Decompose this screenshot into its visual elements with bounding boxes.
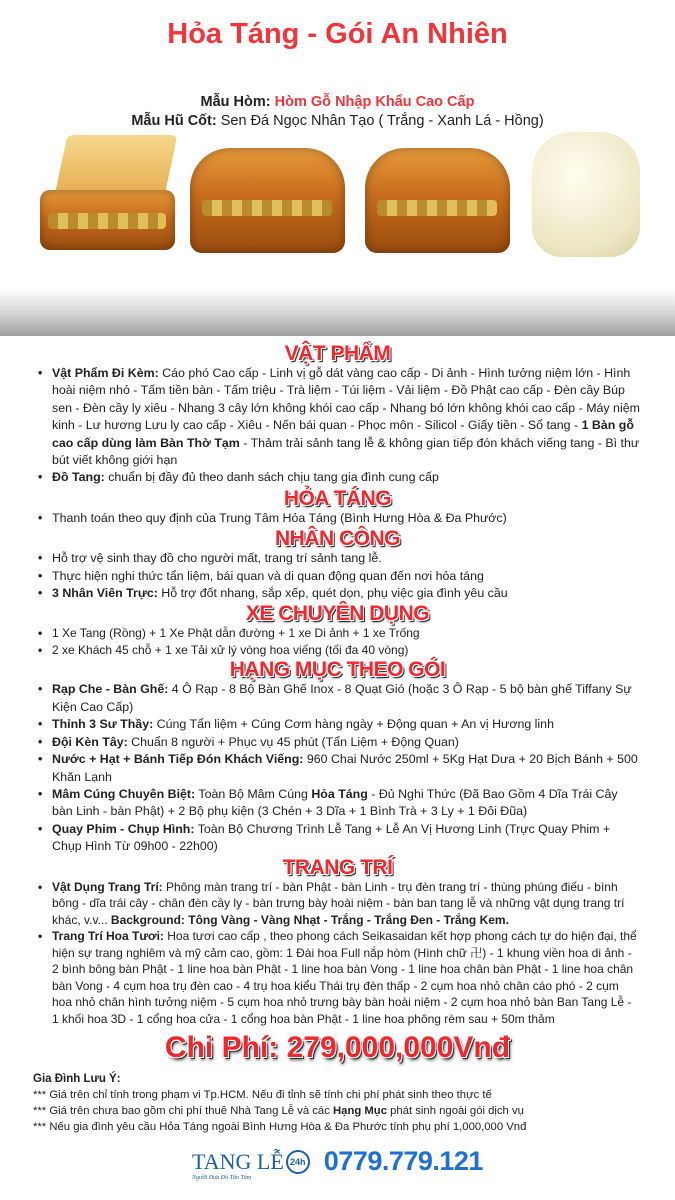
closed-coffin-photo-2 [365,138,510,258]
text: *** Giá trên chưa bao gồm chi phí thuê Nhà Tang Lễ và các [33,1105,334,1118]
logo-badge: 24h [286,1150,310,1174]
section-list [0,681,640,855]
text: Hỗ trợ đốt nhang, sắp xếp, quét dọn, phụ việc gia đình yêu cầu [157,586,508,601]
bold-text: Vật Phẩm Đi Kèm: [52,366,159,380]
bold-text: Hạng Mục [333,1105,387,1118]
list-item [37,585,640,602]
text: 960 Chai Nước 250ml + 5Kg Hạt Dưa + 20 Bịch Bánh + 500 Khăn Lạnh [52,752,638,784]
bold-text: Vật Dụng Trang Trí: [52,879,163,894]
text: Thực hiện nghi thức tẩn liệm, bái quan và di quan động quan đến nơi hỏa táng [52,568,484,583]
bold-text: 3 Nhân Viên Trực: [52,586,158,601]
text: 4 Ô Rạp - 8 Bộ Bàn Ghế Inox - 8 Quạt Gió (hoặc 3 Ô Rạp - 5 bộ bàn ghế Tiffany Sự Kiện Cao Cấp) [52,682,632,714]
list-item [37,681,640,716]
section-heading: HỎA TÁNG [283,486,392,510]
phone-number[interactable]: 0779.779.121 [323,1146,483,1176]
text: - Đủ Nghi Thức (Đã Bao Gồm 4 Dĩa Trái Cây bàn Linh - bàn Phật) + 2 Bộ phụ kiện (3 Chén + 3 Dĩa + 1 Bình Trà + 3 Ly + 1 Đôi Đũa) [52,786,618,819]
notes-title: Gia Đình Lưu Ý: [33,1073,121,1086]
bold-text: Nước + Hạt + Bánh Tiếp Đón Khách Viếng: [52,752,304,767]
logo-tagline: Người Đưa Đò Tận Tâm [192,1174,252,1181]
text: - Thảm trải sảnh tang lễ & không gian tiếp đón khách viếng tang - Bì thư bút viết không giới hạn [52,435,640,468]
list-item [37,716,640,733]
urn-model [0,113,675,129]
list-item [37,734,640,751]
bold-text: Background: Tông Vàng - Vàng Nhạt - Trắng - Trắng Đen - Trắng Kem. [110,912,509,927]
logo [192,1148,310,1181]
text: phát sinh ngoài gói dịch vụ [387,1105,524,1118]
bold-text: Đội Kèn Tây: [52,734,128,749]
bold-text: Thỉnh 3 Sư Thầy: [52,717,154,732]
section-heading: XE CHUYÊN DỤNG [245,602,430,626]
list-item [37,786,640,821]
note-line [33,1103,675,1119]
list-item [37,510,640,527]
bold-text: Đồ Tang: [52,470,105,485]
text: Cáo phó Cao cấp - Linh vị gỗ dát vàng cao cấp - Di ảnh - Hình tưởng niệm lớn - Hình hoài niệm nhỏ - Tấm tiền bàn - Tấm triệu - Trà liệm - Túi liệm - Vải liệm - Đồ Phật cao cấp - Đèn cầy Búp sen - Đèn cầy ly xiêu - Nhang 3 cây lớn không khói cao cấp - Nhang bó lớn không khói cao cấp - Máy niệm kinh - Lư hương Lưu ly cao cấp - Xiêu - Nến bái quan - Phọc môn - Silicol - Giấy tiền - Sổ tang - [52,366,640,433]
package-content [0,342,675,1135]
bold-text: Quay Phim - Chụp Hình: [52,821,195,836]
list-item [37,751,640,786]
text: Chuẩn 8 người + Phục vụ 45 phút (Tẩn Liệm + Động Quan) [127,734,459,749]
page-title: Hỏa Táng - Gói An Nhiên [167,18,508,50]
logo-text: TANG LỄ [192,1148,284,1174]
list-item [37,879,640,929]
section-heading: NHÂN CÔNG [275,527,400,551]
urn-label: Mẫu Hũ Cốt: [131,113,217,129]
list-item [37,469,640,486]
notes [0,1071,675,1135]
list-item [37,550,640,567]
divider-band [0,288,675,336]
list-item [37,568,640,585]
list-item [37,642,640,659]
section-list [0,550,640,602]
text: Hỗ trợ vệ sinh thay đồ cho người mất, trang trí sảnh tang lễ. [52,551,382,566]
section-list [0,879,640,1028]
text: Thanh toán theo quy định của Trung Tâm Hỏa Táng (Bình Hưng Hòa & Đa Phước) [52,510,507,525]
text: Cúng Tẩn liệm + Cúng Cơm hàng ngày + Động quan + An vị Hương linh [153,717,554,732]
section-list [0,365,640,487]
text: Phông màn trang trí - bàn Phật - bàn Linh - trụ đèn trang trí - thùng phúng điếu - bình bông - dĩa trái cây - chân đèn cầy ly - bàn trưng bày hoài niệm - bàn ban tang lễ và những vật dụng trang trí khác, v.v... [52,879,625,927]
list-item [37,625,640,642]
note-line [33,1087,675,1103]
text: *** Nếu gia đình yêu cầu Hỏa Táng ngoài Bình Hưng Hòa & Đa Phước tính phụ phí 1,000,000 Vnđ [33,1121,527,1134]
bold-text: Trang Trí Hoa Tươi: [52,929,164,944]
urn-photo [532,132,640,257]
text: 2 xe Khách 45 chỗ + 1 xe Tải xử lý vòng hoa viếng (tối đa 40 vòng) [52,642,409,657]
bold-text: 1 Bàn gỗ cao cấp dùng làm Bàn Thờ Tạm [52,418,634,450]
coffin-label: Mẫu Hòm: [200,94,271,110]
bold-text: Rạp Che - Bàn Ghế: [52,682,169,697]
text: 1 Xe Tang (Rồng) + 1 Xe Phật dẫn đường + 1 xe Di ảnh + 1 xe Trống [52,626,420,641]
text: Hoa tươi cao cấp , theo phong cách Seikasaidan kết hợp phong cách tự do hiện đại, thể hiện sự trang nghiêm và mỹ cảm cao, gồm: 1 Đài hoa Full nắp hòm (Hình chữ 卍) - 1 khung viền hoa di ảnh - 2 bình bông bàn Phật - 1 line hoa bàn Phật - 1 line hoa bàn Vong - 1 line hoa chân bàn Phật - 1 line hoa chân bàn Vong - 4 cụm hoa trụ đèn cao - 4 trụ hoa kiểu Thái trụ đèn thấp - 2 cụm hoa nhỏ chân cáo phó - 2 cụm hoa nhỏ chân hình tưởng niệm - 5 cụm hoa nhỏ trưng bày bàn hoài niệm - 2 cụm hoa nhỏ bàn Ban Tang Lễ - 1 khối hoa 3D - 1 cổng hoa cửa - 1 cổng hoa bàn Phật - 1 line hoa phông rèm sau + 50m thảm [52,929,637,1026]
footer [0,1146,675,1181]
coffin-value: Hòm Gỗ Nhập Khẩu Cao Cấp [274,94,475,110]
text: *** Giá trên chỉ tính trong phạm vi Tp.HCM. Nếu đi tỉnh sẽ tính chi phí phát sinh theo thực tế [33,1089,492,1102]
list-item [37,928,640,1027]
text: chuẩn bị đầy đủ theo danh sách chịu tang gia đình cung cấp [104,470,439,485]
bold-text: Hỏa Táng [311,786,368,801]
list-item [37,365,640,469]
section-heading: VẬT PHẨM [284,342,391,365]
note-line [33,1119,675,1135]
urn-value: Sen Đá Ngọc Nhân Tạo ( Trắng - Xanh Lá - Hồng) [220,113,544,129]
product-photos [0,130,675,270]
closed-coffin-photo-1 [190,138,345,258]
open-coffin-photo [40,135,175,260]
list-item [37,821,640,856]
coffin-model [0,94,675,110]
text: Toàn Bộ Chương Trình Lễ Tang + Lễ An Vị Hương Linh (Trực Quay Phim + Chụp Hình Từ 09h00 - 22h00) [52,821,611,854]
section-list [0,510,640,527]
bold-text: Mâm Cúng Chuyên Biệt: [52,786,196,801]
section-heading: HẠNG MỤC THEO GÓI [229,658,446,682]
section-heading: TRANG TRÍ [282,855,393,879]
price: Chi Phí: 279,000,000Vnđ [164,1031,511,1065]
section-list [0,625,640,658]
text: Toàn Bộ Mâm Cúng [195,786,312,801]
